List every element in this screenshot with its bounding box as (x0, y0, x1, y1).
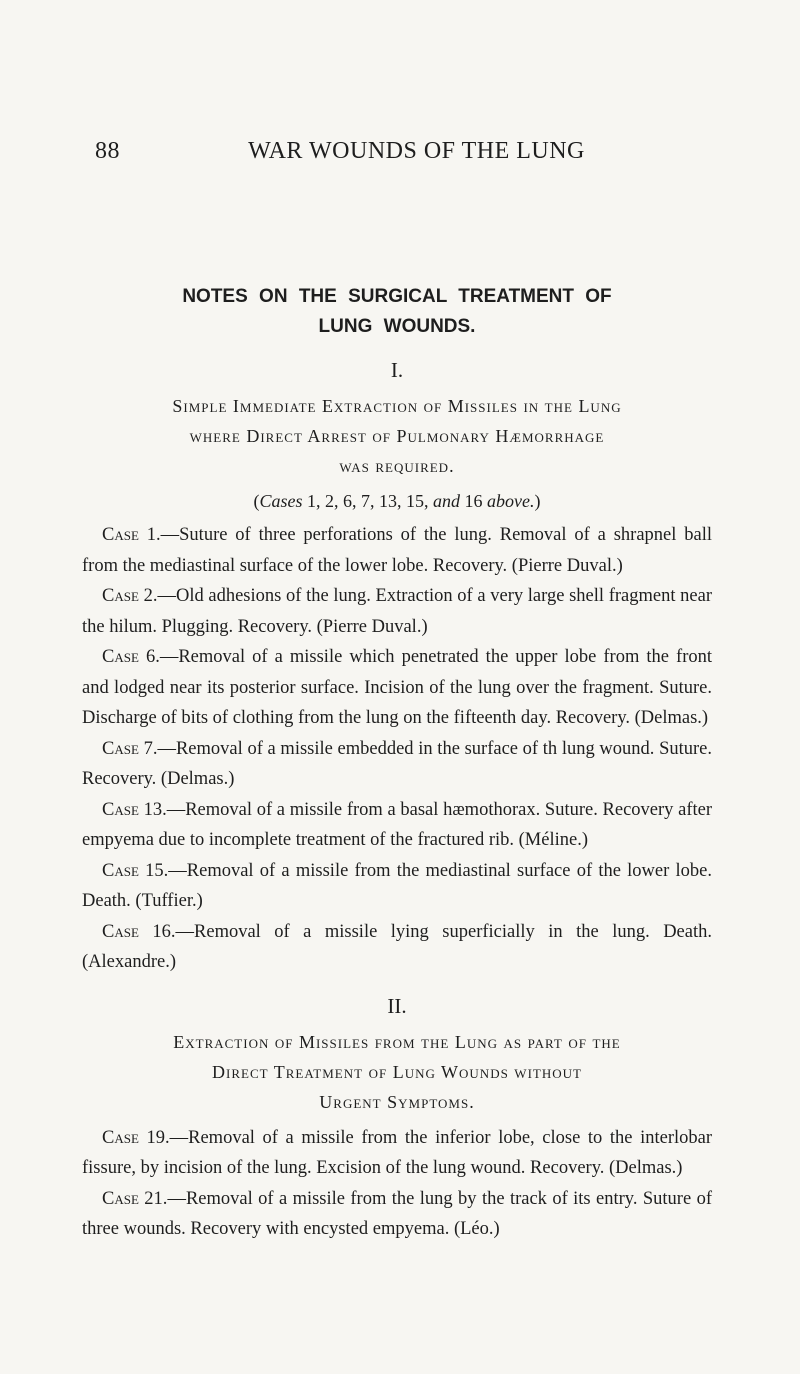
section-2-heading-line-3: Urgent Symptoms. (319, 1091, 475, 1112)
case-text: —Removal of a missile which penetrated the upper lobe from the front and lodged near its posterior surface. Incision of the lung over the fragment. Suture. Discharge of bits of clothing from the lung on the fifteenth day. Recovery. (Delmas.) (82, 647, 712, 728)
case-label: Case 1. (102, 525, 161, 545)
section-1-heading-line-1: Simple Immediate Extraction of Missiles in the Lung (172, 396, 622, 416)
case-label: Case 16. (102, 921, 176, 942)
running-head (95, 138, 718, 165)
section-2-numeral: II. (387, 993, 407, 1018)
case-text: —Old adhesions of the lung. Extraction of a very large shell fragment near the hilum. Plugging. Recovery. (Pierre Duval.) (82, 586, 712, 637)
case-text: —Removal of a missile from a basal hæmothorax. Suture. Recovery after empyema due to incomplete treatment of the fractured rib. (Méline.) (82, 799, 712, 850)
case-label: Case 7. (102, 738, 158, 759)
case-paragraph (82, 856, 712, 917)
case-paragraph (82, 581, 712, 642)
refs-open-paren: ( (253, 491, 260, 511)
case-text: —Removal of a missile from the lung by the track of its entry. Suture of three wounds. Recovery with encysted empyema. (Léo.) (82, 1188, 712, 1239)
refs-and-word: and (433, 491, 461, 511)
case-text: —Removal of a missile from the mediastinal surface of the lower lobe. Death. (Tuffier.) (82, 860, 712, 911)
section-1-heading (82, 391, 712, 481)
section-2-heading-line-2: Direct Treatment of Lung Wounds without (212, 1061, 582, 1082)
refs-last-number: 16 (460, 491, 488, 511)
section-2-heading (82, 1027, 712, 1117)
running-title: WAR WOUNDS OF THE LUNG (248, 138, 585, 164)
case-label: Case 2. (102, 586, 158, 606)
case-text: —Removal of a missile embedded in the surface of th lung wound. Suture. Recovery. (Delmas.) (82, 738, 712, 789)
section-1-heading-line-3: was required. (339, 456, 455, 476)
refs-close-paren: ) (534, 491, 541, 511)
case-paragraph (82, 734, 712, 795)
refs-cases-word: Cases (259, 491, 303, 511)
case-text: —Suture of three perforations of the lung. Removal of a shrapnel ball from the mediastinal surface of the lower lobe. Recovery. (Pierre Duval.) (82, 525, 713, 576)
section-2-heading-line-1: Extraction of Missiles from the Lung as part of the (173, 1031, 621, 1052)
page-content (82, 282, 712, 1245)
case-paragraph (82, 917, 712, 978)
case-label: Case 21. (102, 1188, 168, 1209)
section-1-case-references (82, 491, 712, 512)
refs-above-word: above. (487, 491, 535, 511)
case-paragraph (82, 642, 712, 734)
main-title-line-2: LUNG WOUNDS. (318, 316, 476, 337)
section-1-heading-line-2: where Direct Arrest of Pulmonary Hæmorrhage (189, 426, 605, 446)
case-paragraph (82, 1184, 712, 1245)
case-label: Case 13. (102, 799, 167, 820)
case-text: —Removal of a missile from the inferior lobe, close to the interlobar fissure, by incision of the lung. Excision of the lung wound. Recovery. (Delmas.) (82, 1127, 712, 1178)
main-title (82, 282, 712, 342)
case-label: Case 19. (102, 1127, 170, 1148)
case-label: Case 6. (102, 647, 160, 667)
case-text: —Removal of a missile lying superficially in the lung. Death. (Alexandre.) (82, 921, 712, 972)
refs-numbers: 1, 2, 6, 7, 13, 15, (302, 491, 434, 511)
section-1-numeral: I. (390, 358, 404, 382)
case-paragraph (82, 520, 712, 581)
case-label: Case 15. (102, 860, 169, 881)
main-title-line-1: NOTES ON THE SURGICAL TREATMENT OF (182, 286, 612, 307)
page-number: 88 (95, 138, 120, 164)
case-paragraph (82, 1123, 712, 1184)
case-paragraph (82, 795, 712, 856)
